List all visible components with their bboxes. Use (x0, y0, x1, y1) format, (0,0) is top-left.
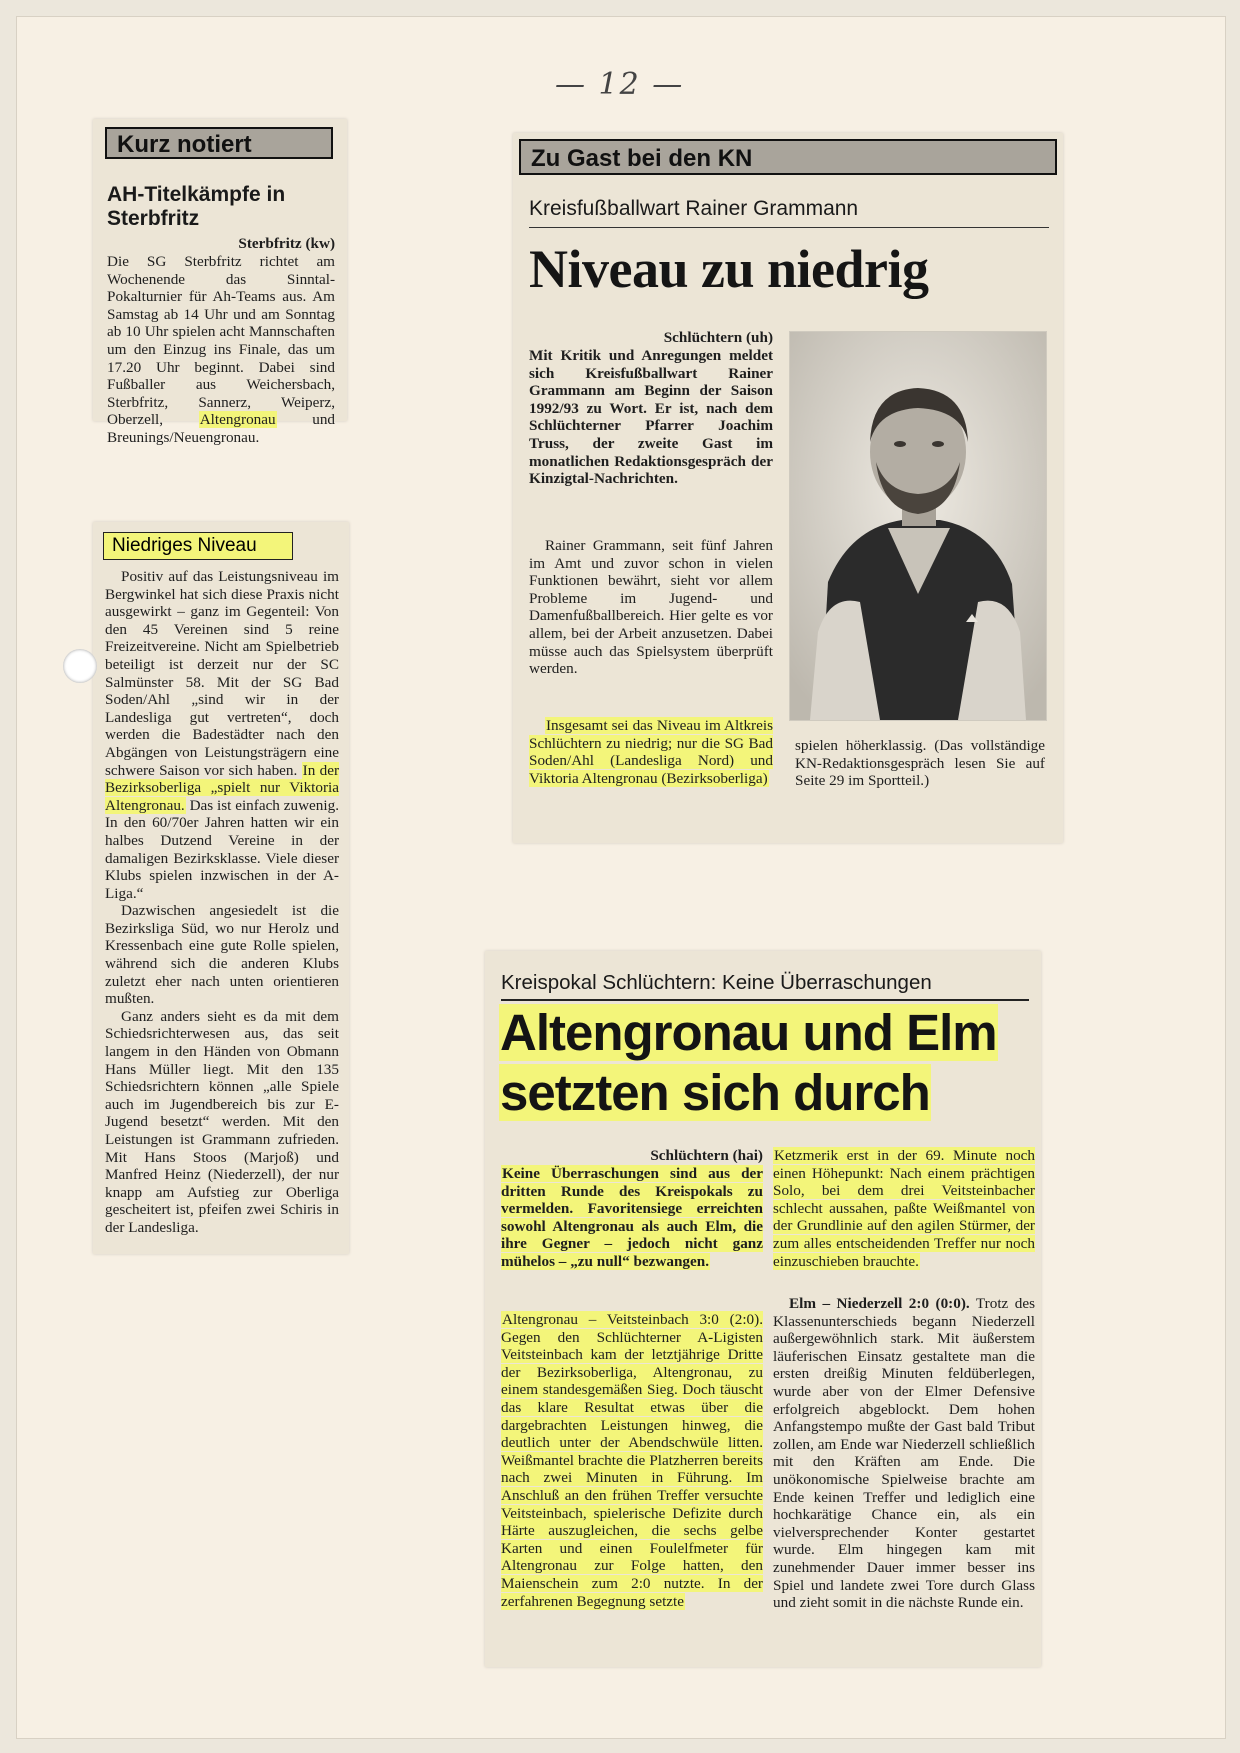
clipping-kreispokal (485, 951, 1041, 1667)
highlight-altengronau: Altengronau (199, 411, 276, 429)
elm-match-label: Elm – Niederzell 2:0 (0:0). (789, 1295, 970, 1312)
punch-hole (63, 649, 97, 683)
kurz-dateline: Sterbfritz (kw) (238, 235, 335, 252)
highlight-ketzmerik: Ketzmerik erst in der 69. Minute noch einen Höhepunkt: Nach einem prächtigen Solo, bei dem drei Veitsteinbacher schlecht aussahen, paßte Weißmantel von der Grundlinie auf den agilen Stürmer, der zum alles entscheidenden Treffer nur noch einzuschieben brauchte. (773, 1147, 1035, 1270)
highlight-altengronau-match: Altengronau – Veitsteinbach 3:0 (2:0). Gegen den Schlüchterner A-Ligisten Veitsteinbach kam der letztjährige Dritte der Bezirksoberliga, Altengronau, zu einem standesgemäßen Sieg. Doch täuscht das klare Resultat etwas über die dargebrachten Leistungen hinweg, die deutlich unter der Abendschwüle litten. Weißmantel brachte die Platzherren bereits nach zwei Minuten in Führung. Im Anschluß an den frühen Treffer versuchte Veitsteinbach, spielerische Defizite durch Härte auszugleichen, die sechs gelbe Karten und einen Foulelfmeter für Altengronau zur Folge hatten, den Maienschein zum 2:0 nutzte. In der zerfahrenen Begegnung setzte (501, 1311, 763, 1610)
gast-body: Rainer Grammann, seit fünf Jahren im Amt und zuvor schon in vielen Funktionen bewährt, sieht vor allem Probleme im Jugend- und Damenfußballbereich. Hier gelte es vor allem, bei der Arbeit anzusetzen. Dabei müsse auch das Spielsystem überprüft werden. (529, 537, 773, 678)
highlight-bezirksoberliga: In der Bezirksoberliga „spielt nur Viktoria Altengronau. (105, 761, 340, 814)
scrapbook-page (16, 16, 1226, 1739)
niedriges-body: Positiv auf das Leistungsniveau im Bergwinkel hat sich diese Praxis nicht ausgewirkt – ganz im Gegenteil: Von den 45 Vereinen sind 5 reine Freizeitvereine. Nicht am Spielbetrieb beteiligt ist derzeit nur der SC Salmünster 58. Mit der SG Bad Soden/Ahl „sind wir in der Landesliga gut vertreten“, doch werden die Badestädter nach den Abgängen von Leistungsträgern eine schwere Saison vor sich haben. In der Bezirksoberliga „spielt nur Viktoria Altengronau. Das ist einfach zuwenig. In den 60/70er Jahren hatten wir ein halbes Dutzend Vereine in der damaligen Bezirksklasse. Viele dieser Klubs spielen inzwischen in der A-Liga.“ Dazwischen angesiedelt ist die Bezirksliga Süd, wo nur Herolz und Kressenbach eine gute Rolle spielen, während sich die anderen Klubs zuletzt eher nach unten orientieren mußten. Ganz anders sieht es da mit dem Schiedsrichterwesen aus, das seit langem in den Händen von Obmann Hans Müller liegt. Mit den 135 Schiedsrichtern können „alle Spiele auch im Jugendbereich bis zur E-Jugend besetzt“ werden. Mit den Leistungen ist Grammann zufrieden. Mit Hans Stoos (Marjoß) und Manfred Heinz (Niederzell), der nur knapp am Aufstieg zur Oberliga gescheitert ist, pfeifen zwei Schiris in der Landesliga. (105, 568, 340, 1236)
pokal-lead (501, 1165, 763, 1271)
gast-dateline: Schlüchtern (uh) (663, 329, 773, 346)
clipping-kurz-notiert (93, 119, 347, 446)
pokal-col2-top (773, 1147, 1035, 1270)
person-portrait (790, 332, 1046, 720)
pokal-dateline: Schlüchtern (hai) (650, 1147, 763, 1164)
kurz-label: Kurz notiert (105, 127, 333, 159)
kurz-body: Die SG Sterbfritz richtet am Wochenende das Sinntal-Pokalturnier für Ah-Teams aus. Am Samstag ab 14 Uhr und am Sonntag ab 10 Uhr spielen acht Mannschaften um den Einzug ins Finale, das um 17.20 Uhr beginnt. Dabei sind Fußballer aus Weichersbach, Sterbfritz, Sannerz, Weiperz, Oberzell, Altengronau und Breunings/Neuengronau. (107, 253, 335, 446)
gast-rule (529, 227, 1049, 228)
clipping-zu-gast (513, 133, 1063, 843)
gast-headline: Niveau zu niedrig (529, 239, 929, 299)
pokal-kicker: Kreispokal Schlüchtern: Keine Überraschungen (501, 971, 932, 994)
pokal-headline-line2: setzten sich durch (500, 1064, 930, 1121)
pokal-headline-line1: Altengronau und Elm (500, 1004, 997, 1061)
gast-kicker: Kreisfußballwart Rainer Grammann (529, 197, 859, 220)
pokal-rule (501, 999, 1029, 1001)
highlight-lead: Keine Überraschungen sind aus der dritten Runde des Kreispokals zu vermelden. Favoritensiege erreichten sowohl Altengronau als auch Elm, die ihre Gegner – jedoch nicht ganz mühelos – „zu null“ bezwangen. (501, 1165, 763, 1270)
pokal-headline (499, 1003, 1039, 1123)
gast-lead: Mit Kritik und Anregungen meldet sich Kreisfußballwart Rainer Grammann am Beginn der Saison 1992/93 zu Wort. Er ist, nach dem Schlüchterner Pfarrer Joachim Truss, der zweite Gast im monatlichen Redaktionsgespräch der Kinzigtal-Nachrichten. (529, 347, 773, 488)
kurz-headline: AH-Titelkämpfe in Sterbfritz (107, 183, 286, 230)
gast-highlight-text (529, 717, 773, 787)
gast-label: Zu Gast bei den KN (519, 139, 1057, 175)
page-number: — 12 — (555, 67, 685, 102)
clipping-niedriges-niveau (93, 522, 349, 1254)
pokal-report-1 (501, 1311, 763, 1610)
grammann-photo (789, 331, 1047, 721)
highlight-niveau: Insgesamt sei das Niveau im Altkreis Schlüchtern zu niedrig; nur die SG Bad Soden/Ahl (Landesliga Nord) und Viktoria Altengronau (Bezirksoberliga) (529, 717, 773, 787)
niedriges-label: Niedriges Niveau (103, 532, 293, 560)
pokal-elm-report: Elm – Niederzell 2:0 (0:0). Trotz des Klassenunterschieds begann Niederzell außergewöhnlich stark. Mit äußerstem läuferischen Einsatz gestaltete man die ersten dreißig Minuten feldüberlegen, wurde aber von der Elmer Defensive erfolgreich abgeblockt. Dem hohen Anfangstempo mußte der Gast bald Tribut zollen, am Ende war Niederzell schließlich mit den Kräften am Ende. Die unökonomische Spielweise brachte am Ende keinen Treffer und lediglich eine hochkarätige Chance ein, als ein vielversprechender Konter gestartet wurde. Elm hingegen kam mit zunehmender Dauer immer besser ins Spiel und landete zwei Tore durch Glass und zieht somit in die nächste Runde ein. (773, 1295, 1036, 1612)
gast-col2: spielen höherklassig. (Das vollständige KN-Redaktionsgespräch lesen Sie auf Seite 29 im Sportteil.) (795, 737, 1045, 790)
